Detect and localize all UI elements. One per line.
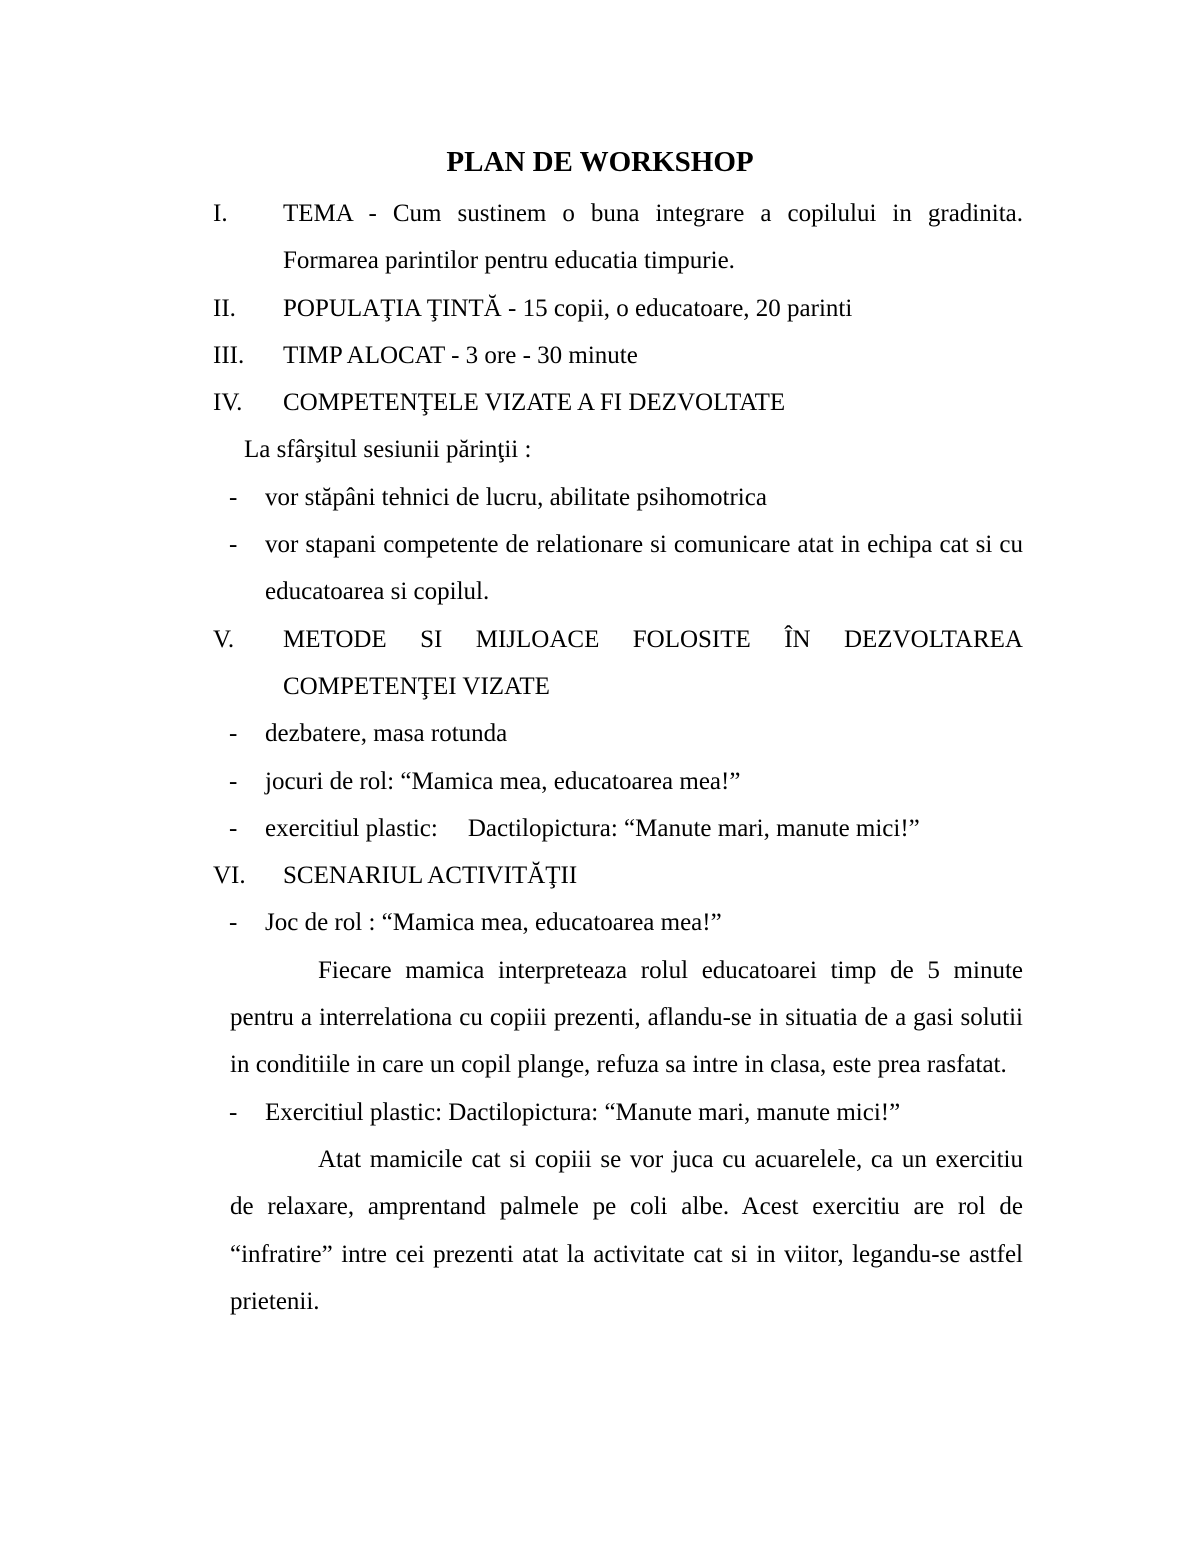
section-number: III. bbox=[213, 341, 245, 369]
section-tema bbox=[213, 190, 1023, 285]
list-item: - vor stăpâni tehnici de lucru, abilitate psihomotrica bbox=[213, 474, 1023, 521]
list-item: - dezbatere, masa rotunda bbox=[213, 710, 1023, 757]
tema-text: Cum sustinem o buna integrare a copilului in gradinita. bbox=[392, 200, 1023, 227]
list-item: - jocuri de rol: “Mamica mea, educatoarea mea!” bbox=[213, 758, 1023, 805]
section-number: V. bbox=[213, 625, 235, 653]
dash-bullet: - bbox=[229, 720, 238, 748]
competente-heading: COMPETENŢELE VIZATE A FI DEZVOLTATE bbox=[283, 389, 786, 417]
scenariul-paragraph-2: Atat mamicile cat si copiii se vor juca cu acuarelele, ca un exercitiu de relaxare, amprentand palmele pe coli albe. Acest exercitiu are rol de “infratire” intre cei prezenti atat la activitate cat si in viitor, legandu-se astfel prietenii. bbox=[230, 1145, 1023, 1315]
metode-item-label: exercitiul plastic: bbox=[265, 814, 438, 842]
scenariul-heading: SCENARIUL ACTIVITĂŢII bbox=[283, 862, 578, 890]
dash-bullet: - bbox=[229, 909, 238, 937]
section-populatia bbox=[213, 285, 1023, 332]
section-competente bbox=[213, 379, 1023, 426]
list-item bbox=[213, 805, 1023, 852]
tema-label: TEMA - bbox=[283, 200, 377, 227]
timp-text: TIMP ALOCAT - 3 ore - 30 minute bbox=[283, 341, 638, 369]
scenariul-paragraph-1: Fiecare mamica interpreteaza rolul educatoarei timp de 5 minute pentru a interrelationa cu copiii prezenti, aflandu-se in situatia de a gasi solutii in conditiile in care un copil plange, refuza sa intre in clasa, este prea rasfatat. bbox=[230, 956, 1023, 1079]
section-number: IV. bbox=[213, 389, 243, 417]
section-timp bbox=[213, 332, 1023, 379]
list-item: - vor stapani competente de relationare si comunicare atat in echipa cat si cu educatoarea si copilul. bbox=[213, 521, 1023, 616]
dash-bullet: - bbox=[229, 1098, 238, 1126]
section-scenariul bbox=[213, 852, 1023, 899]
section-number: VI. bbox=[213, 862, 246, 890]
tema-line-1 bbox=[283, 190, 1023, 237]
list-item: - Exercitiul plastic: Dactilopictura: “Manute mari, manute mici!” bbox=[213, 1089, 1023, 1136]
competente-intro: La sfârşitul sesiunii părinţii : bbox=[244, 436, 532, 464]
metode-heading: METODE SI MIJLOACE FOLOSITE ÎN DEZVOLTAREA COMPETENŢEI VIZATE bbox=[283, 625, 1023, 700]
dash-bullet: - bbox=[229, 767, 238, 795]
dash-bullet: - bbox=[229, 531, 238, 559]
document-body bbox=[213, 190, 1023, 1325]
metode-item-detail: Dactilopictura: “Manute mari, manute mici!” bbox=[467, 814, 920, 842]
list-item: - Joc de rol : “Mamica mea, educatoarea mea!” bbox=[213, 899, 1023, 946]
populatia-text: POPULAŢIA ŢINTĂ - 15 copii, o educatoare, 20 parinti bbox=[283, 294, 853, 322]
tema-line-2: Formarea parintilor pentru educatia timpurie. bbox=[283, 247, 735, 275]
section-number: I. bbox=[213, 200, 228, 227]
section-metode bbox=[213, 616, 1023, 711]
dash-bullet: - bbox=[229, 814, 238, 842]
section-number: II. bbox=[213, 294, 236, 322]
dash-bullet: - bbox=[229, 483, 238, 511]
page-title: PLAN DE WORKSHOP bbox=[446, 146, 754, 178]
